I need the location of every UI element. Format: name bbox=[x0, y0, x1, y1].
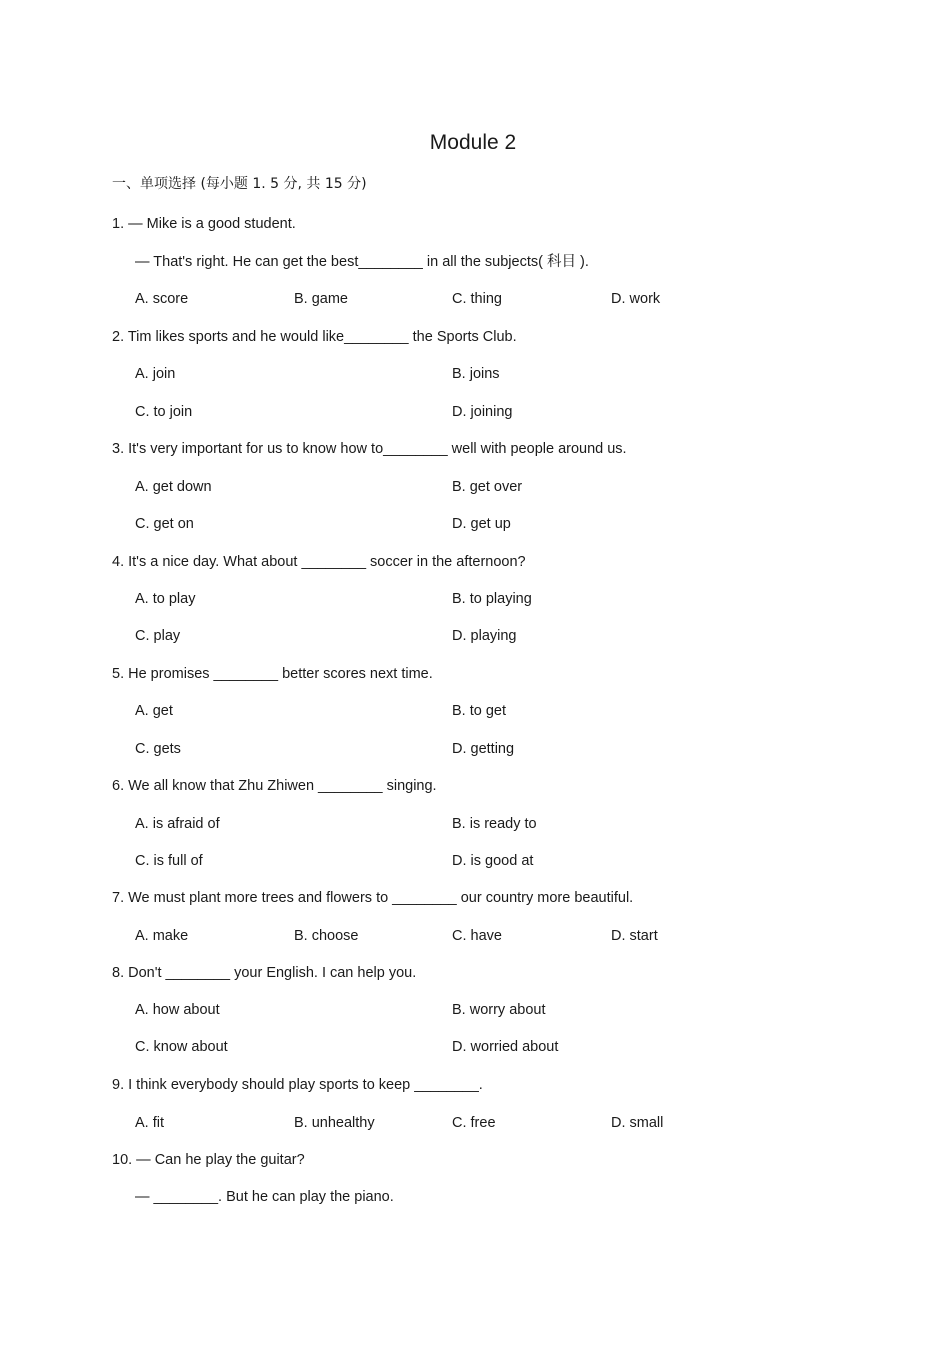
question-7-option-d: D. start bbox=[611, 928, 658, 944]
question-6-option-c: C. is full of bbox=[135, 853, 203, 869]
question-9-option-a: A. fit bbox=[135, 1115, 165, 1131]
question-7-stem: 7. We must plant more trees and flowers to ________ our country more beautiful. bbox=[112, 890, 634, 906]
question-3-option-d: D. get up bbox=[452, 516, 511, 532]
question-5-option-b: B. to get bbox=[452, 703, 507, 719]
question-1-option-a: A. score bbox=[135, 291, 189, 307]
question-5-stem: 5. He promises ________ better scores next time. bbox=[112, 666, 433, 682]
question-3-option-b: B. get over bbox=[452, 479, 523, 495]
question-8-stem: 8. Don't ________ your English. I can help you. bbox=[112, 965, 417, 981]
question-2-option-c: C. to join bbox=[135, 404, 193, 420]
question-9-stem: 9. I think everybody should play sports to keep ________. bbox=[112, 1077, 483, 1093]
question-1-option-b: B. game bbox=[294, 291, 348, 307]
question-4-option-c: C. play bbox=[135, 628, 181, 644]
section-heading: 一、单项选择 (每小题 1. 5 分, 共 15 分) bbox=[112, 176, 367, 192]
question-2-option-b: B. joins bbox=[452, 366, 500, 382]
question-10-stem: 10. — Can he play the guitar? bbox=[112, 1152, 305, 1168]
question-9-option-b: B. unhealthy bbox=[294, 1115, 375, 1131]
question-5-option-d: D. getting bbox=[452, 741, 515, 757]
question-4-option-b: B. to playing bbox=[452, 591, 532, 607]
question-4-option-d: D. playing bbox=[452, 628, 517, 644]
question-7-option-b: B. choose bbox=[294, 928, 359, 944]
document-title: Module 2 bbox=[429, 131, 517, 154]
question-7-option-c: C. have bbox=[452, 928, 502, 944]
question-6-stem: 6. We all know that Zhu Zhiwen ________ singing. bbox=[112, 778, 437, 794]
question-5-option-c: C. gets bbox=[135, 741, 181, 757]
question-1-option-c: C. thing bbox=[452, 291, 502, 307]
question-1-option-d: D. work bbox=[611, 291, 661, 307]
question-8-option-d: D. worried about bbox=[452, 1039, 559, 1055]
question-6-option-d: D. is good at bbox=[452, 853, 534, 869]
question-6-option-a: A. is afraid of bbox=[135, 816, 220, 832]
question-5-option-a: A. get bbox=[135, 703, 173, 719]
question-1-stem: 1. — Mike is a good student. bbox=[112, 216, 296, 232]
question-2-option-d: D. joining bbox=[452, 404, 513, 420]
question-2-option-a: A. join bbox=[135, 366, 176, 382]
question-10-reply: — ________. But he can play the piano. bbox=[135, 1189, 394, 1205]
question-3-option-a: A. get down bbox=[135, 479, 212, 495]
question-9-option-d: D. small bbox=[611, 1115, 664, 1131]
question-8-option-a: A. how about bbox=[135, 1002, 220, 1018]
question-8-option-c: C. know about bbox=[135, 1039, 228, 1055]
question-7-option-a: A. make bbox=[135, 928, 189, 944]
question-3-stem: 3. It's very important for us to know how to________ well with people around us. bbox=[112, 441, 627, 457]
question-9-option-c: C. free bbox=[452, 1115, 496, 1131]
question-4-option-a: A. to play bbox=[135, 591, 196, 607]
question-4-stem: 4. It's a nice day. What about ________ soccer in the afternoon? bbox=[112, 554, 526, 570]
question-1-reply: — That's right. He can get the best________ in all the subjects( 科目 ). bbox=[135, 254, 589, 270]
question-2-stem: 2. Tim likes sports and he would like________ the Sports Club. bbox=[112, 329, 517, 345]
question-3-option-c: C. get on bbox=[135, 516, 194, 532]
question-6-option-b: B. is ready to bbox=[452, 816, 537, 832]
question-8-option-b: B. worry about bbox=[452, 1002, 546, 1018]
